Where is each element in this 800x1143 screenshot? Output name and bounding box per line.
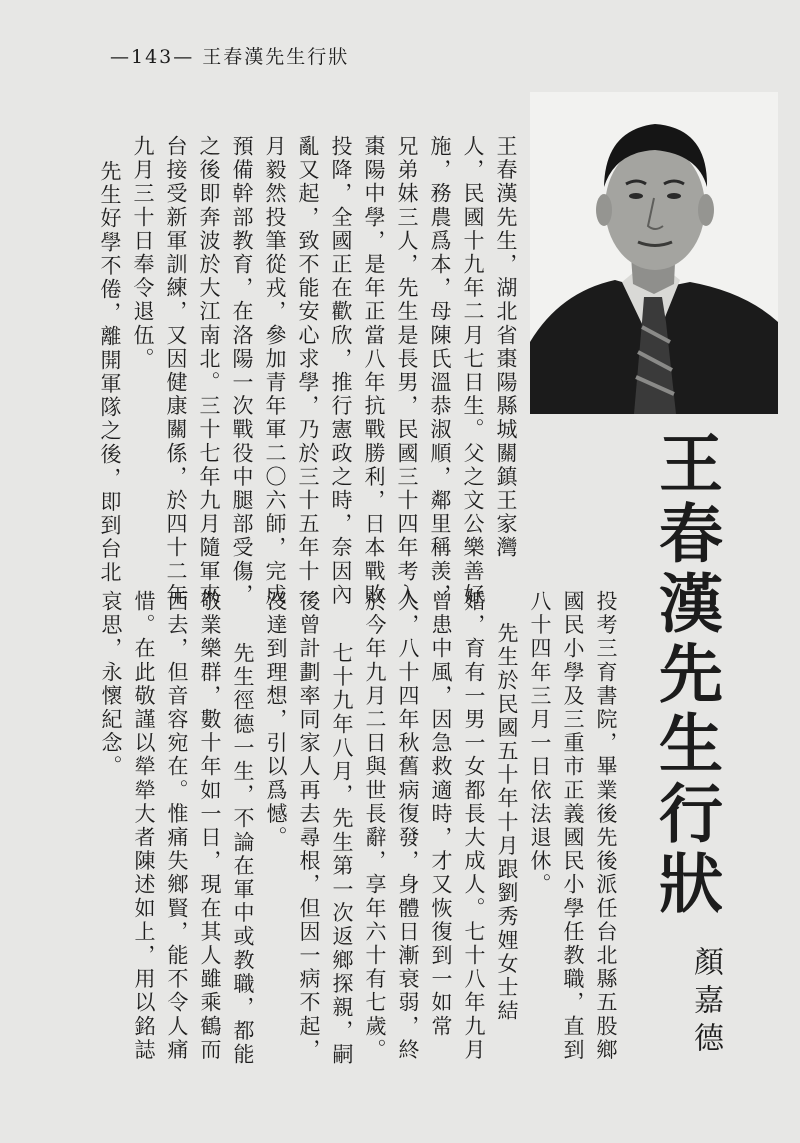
text-column: 九月三十日奉令退伍。 [131, 135, 155, 371]
running-head: —143— 王春漢先生行狀 [110, 46, 350, 68]
text-column: 月毅然投筆從戎，參加青年軍二〇六師，完成 [263, 135, 287, 607]
text-column: 投降，全國正在歡欣，推行憲政之時，奈因內 [329, 135, 353, 607]
text-column: 預備幹部教育，在洛陽一次戰役中腿部受傷， [230, 135, 254, 607]
text-column: 亂又起，致不能安心求學，乃於三十五年十一 [296, 135, 320, 607]
text-column: 台接受新軍訓練，又因健康關係，於四十二年 [164, 135, 188, 607]
text-column: 七十九年八月，先生第一次返鄉探親，嗣 [330, 642, 354, 1067]
text-column: 哀思，永懷紀念。 [99, 590, 123, 779]
text-column: 棗陽中學，是年正當八年抗戰勝利，日本戰敗 [362, 135, 386, 607]
text-column: 兄弟妹三人，先生是長男，民國三十四年考入 [395, 135, 419, 607]
text-column: 後曾計劃率同家人再去尋根，但因一病不起， [297, 590, 321, 1062]
text-column: 於今年九月二日與世長辭，享年六十有七歲。 [363, 590, 387, 1062]
text-column: 敬業樂群，數十年如一日，現在其人雖乘鶴而 [198, 590, 222, 1062]
text-column: 人，民國十九年二月七日生。父之文公樂善好 [461, 135, 485, 607]
text-column: 人，八十四年秋舊病復發，身體日漸衰弱，終 [396, 590, 420, 1062]
text-column: 婚，育有一男一女都長大成人。七十八年九月 [462, 590, 486, 1062]
text-column: 國民小學及三重市正義國民小學任教職，直到 [561, 590, 585, 1062]
text-column: 王春漢先生，湖北省棗陽縣城關鎮王家灣 [494, 135, 518, 560]
text-column: 先生徑德一生，不論在軍中或教職，都能 [231, 642, 255, 1067]
portrait-photo [530, 92, 778, 414]
text-column: 先生於民國五十年十月跟劉秀娌女士結 [495, 622, 519, 1024]
text-column: 曾患中風，因急救適時，才又恢復到一如常 [429, 590, 453, 1039]
text-column: 投考三育書院，畢業後先後派任台北縣五股鄉 [594, 590, 618, 1062]
author-name: 顏嘉德 [688, 946, 723, 1060]
text-column: 西去，但音容宛在。惟痛失鄉賢，能不令人痛 [165, 590, 189, 1062]
text-column: 先生好學不倦，離開軍隊之後，即到台北 [98, 160, 122, 585]
text-column: 之後即奔波於大江南北。三十七年九月隨軍來 [197, 135, 221, 607]
text-column: 惜。在此敬謹以犖犖大者陳述如上，用以銘誌 [132, 590, 156, 1062]
text-column: 沒達到理想，引以爲憾。 [264, 590, 288, 850]
main-title: 王春漢先生行狀 [648, 430, 722, 920]
portrait-icon [530, 92, 778, 414]
text-column: 施，務農爲本，母陳氏溫恭淑順，鄰里稱羡， [428, 135, 452, 607]
text-column: 八十四年三月一日依法退休。 [528, 590, 552, 897]
